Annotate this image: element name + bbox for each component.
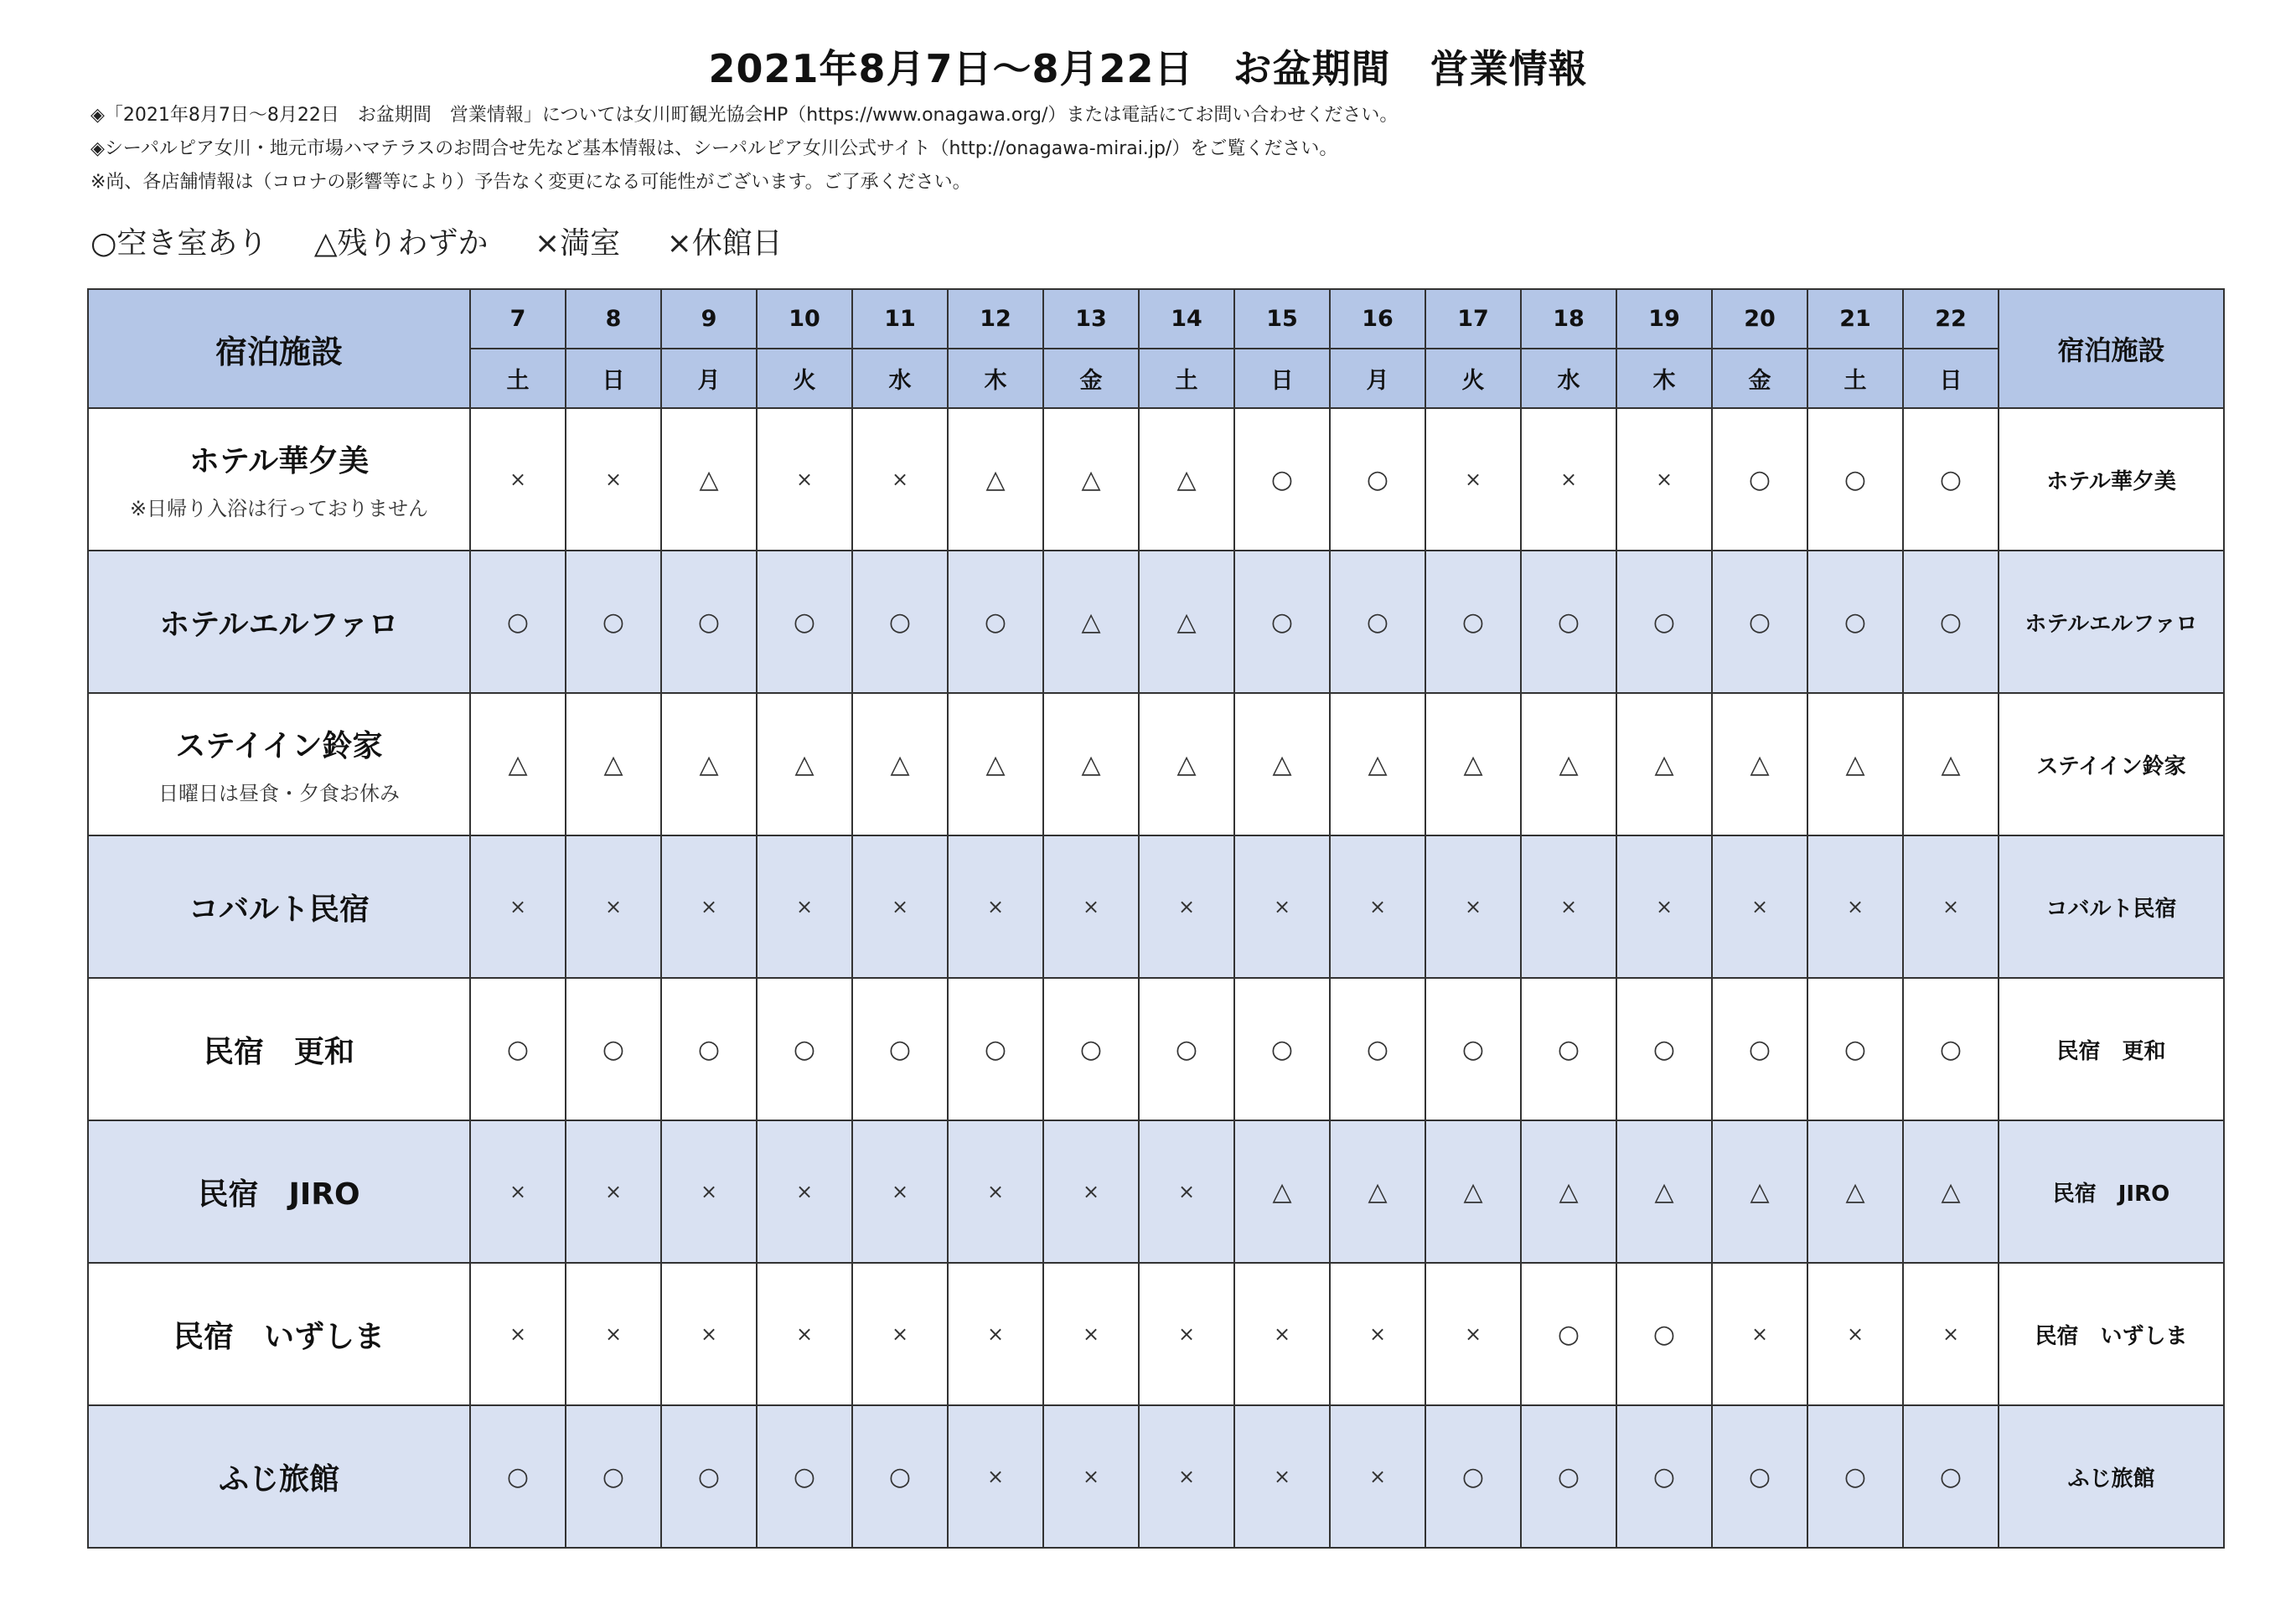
availability-mark: △ <box>1139 408 1234 551</box>
weekday: 月 <box>661 349 757 408</box>
availability-mark: ○ <box>1330 551 1425 693</box>
availability-mark: × <box>1330 1263 1425 1405</box>
day-number: 9 <box>661 289 757 349</box>
facility-name-right: ステイイン鈴家 <box>1999 693 2224 835</box>
availability-mark: × <box>661 835 757 978</box>
availability-mark: × <box>852 1263 948 1405</box>
day-number: 19 <box>1616 289 1712 349</box>
availability-mark: × <box>566 1120 661 1263</box>
availability-mark: × <box>1330 835 1425 978</box>
availability-mark: × <box>470 835 566 978</box>
availability-mark: × <box>1903 835 1999 978</box>
facility-name: コバルト民宿 <box>188 892 370 927</box>
availability-mark: △ <box>1903 693 1999 835</box>
table-row <box>88 408 2224 551</box>
availability-mark: × <box>1043 1120 1139 1263</box>
availability-mark: ○ <box>1807 551 1903 693</box>
availability-mark: ○ <box>1712 551 1807 693</box>
availability-mark: △ <box>1616 1120 1712 1263</box>
weekday: 日 <box>1903 349 1999 408</box>
availability-mark: × <box>1616 408 1712 551</box>
availability-mark: △ <box>1234 1120 1330 1263</box>
availability-mark: × <box>1234 1405 1330 1548</box>
availability-mark: ○ <box>566 551 661 693</box>
availability-mark: ○ <box>1616 551 1712 693</box>
availability-mark: ○ <box>1234 978 1330 1120</box>
availability-mark: × <box>1043 1263 1139 1405</box>
availability-mark: ○ <box>1712 978 1807 1120</box>
availability-mark: × <box>948 1263 1043 1405</box>
facility-name-right: 民宿 JIRO <box>1999 1120 2224 1263</box>
page-title: 2021年8月7日～8月22日 お盆期間 営業情報 <box>708 46 1588 91</box>
header-facility-right: 宿泊施設 <box>1999 289 2224 408</box>
availability-mark: △ <box>1616 693 1712 835</box>
note-line: ◈「2021年8月7日～8月22日 お盆期間 営業情報」については女川町観光協会HP（https://www.onagawa.org/）または電話にてお問い合わせください。 <box>90 105 1399 126</box>
day-number: 16 <box>1330 289 1425 349</box>
availability-mark: × <box>1807 835 1903 978</box>
legend-available: ○空き室あり <box>90 226 268 261</box>
availability-mark: ○ <box>1521 551 1616 693</box>
availability-mark: △ <box>1043 693 1139 835</box>
note-line: ◈シーパルピア女川・地元市場ハマテラスのお問合せ先など基本情報は、シーパルピア女川公式サイト（http://onagawa-mirai.jp/）をご覧ください。 <box>90 138 1338 159</box>
facility-name-cell <box>88 1405 470 1548</box>
availability-mark: × <box>661 1120 757 1263</box>
availability-mark: × <box>1139 1263 1234 1405</box>
legend-closed: ×休館日 <box>666 226 783 261</box>
availability-mark: × <box>1425 835 1521 978</box>
availability-mark: △ <box>757 693 852 835</box>
availability-mark: ○ <box>661 1405 757 1548</box>
availability-mark: × <box>852 1120 948 1263</box>
availability-mark: ○ <box>1330 408 1425 551</box>
table-row <box>88 1263 2224 1405</box>
availability-mark: △ <box>1043 551 1139 693</box>
availability-mark: × <box>1330 1405 1425 1548</box>
availability-mark: ○ <box>1616 1405 1712 1548</box>
table-row <box>88 1120 2224 1263</box>
availability-mark: ○ <box>470 551 566 693</box>
availability-mark: △ <box>1330 1120 1425 1263</box>
availability-mark: ○ <box>1521 978 1616 1120</box>
facility-name: ふじ旅館 <box>218 1461 339 1497</box>
availability-mark: ○ <box>1903 1405 1999 1548</box>
availability-mark: ○ <box>1807 978 1903 1120</box>
availability-mark: △ <box>948 693 1043 835</box>
availability-mark: × <box>566 408 661 551</box>
facility-name: 民宿 いずしま <box>173 1319 385 1354</box>
table-row <box>88 693 2224 835</box>
availability-mark: △ <box>1139 551 1234 693</box>
weekday: 水 <box>1521 349 1616 408</box>
facility-name-cell <box>88 693 470 835</box>
availability-mark: △ <box>852 693 948 835</box>
availability-mark: × <box>1712 835 1807 978</box>
availability-mark: ○ <box>566 1405 661 1548</box>
weekday: 木 <box>1616 349 1712 408</box>
availability-mark: × <box>470 408 566 551</box>
availability-mark: ○ <box>1425 551 1521 693</box>
availability-mark: ○ <box>1712 408 1807 551</box>
availability-mark: ○ <box>661 551 757 693</box>
day-number: 18 <box>1521 289 1616 349</box>
availability-mark: × <box>852 835 948 978</box>
facility-name: 民宿 JIRO <box>198 1177 360 1212</box>
facility-name-right: ホテルエルファロ <box>1999 551 2224 693</box>
availability-mark: × <box>948 1120 1043 1263</box>
availability-mark: × <box>1043 835 1139 978</box>
availability-mark: × <box>1903 1263 1999 1405</box>
availability-mark: ○ <box>1903 408 1999 551</box>
availability-mark: △ <box>1043 408 1139 551</box>
facility-name: ホテル華夕美 <box>189 444 370 478</box>
weekday: 土 <box>1139 349 1234 408</box>
facility-note: ※日帰り入浴は行っておりません <box>129 497 429 520</box>
availability-mark: × <box>852 408 948 551</box>
availability-mark: × <box>1616 835 1712 978</box>
availability-mark: ○ <box>1425 978 1521 1120</box>
weekday: 金 <box>1712 349 1807 408</box>
availability-mark: × <box>1521 408 1616 551</box>
availability-mark: △ <box>661 693 757 835</box>
facility-name-right: 民宿 いずしま <box>1999 1263 2224 1405</box>
availability-mark: △ <box>1807 1120 1903 1263</box>
availability-mark: ○ <box>852 978 948 1120</box>
weekday: 火 <box>1425 349 1521 408</box>
weekday: 月 <box>1330 349 1425 408</box>
facility-name: 民宿 更和 <box>203 1034 354 1069</box>
availability-mark: × <box>948 1405 1043 1548</box>
facility-note: 日曜日は昼食・夕食お休み <box>158 782 400 805</box>
availability-mark: × <box>470 1120 566 1263</box>
day-number: 21 <box>1807 289 1903 349</box>
table-body <box>88 408 2224 1548</box>
availability-mark: ○ <box>1425 1405 1521 1548</box>
header-facility: 宿泊施設 <box>88 289 470 408</box>
day-number: 17 <box>1425 289 1521 349</box>
availability-mark: △ <box>1521 693 1616 835</box>
availability-mark: ○ <box>470 978 566 1120</box>
day-number: 22 <box>1903 289 1999 349</box>
availability-mark: × <box>948 835 1043 978</box>
availability-mark: ○ <box>852 1405 948 1548</box>
availability-mark: × <box>470 1263 566 1405</box>
availability-mark: × <box>1807 1263 1903 1405</box>
availability-mark: ○ <box>1521 1405 1616 1548</box>
day-number: 15 <box>1234 289 1330 349</box>
availability-mark: × <box>1521 835 1616 978</box>
availability-mark: × <box>1043 1405 1139 1548</box>
facility-name-cell <box>88 978 470 1120</box>
day-number: 12 <box>948 289 1043 349</box>
availability-mark: ○ <box>1616 1263 1712 1405</box>
availability-table <box>87 288 2225 1549</box>
availability-mark: ○ <box>1903 551 1999 693</box>
availability-mark: × <box>757 408 852 551</box>
availability-mark: ○ <box>661 978 757 1120</box>
notes <box>90 99 1398 199</box>
weekday: 金 <box>1043 349 1139 408</box>
weekday: 火 <box>757 349 852 408</box>
table-row <box>88 1405 2224 1548</box>
facility-name-cell <box>88 408 470 551</box>
weekday: 木 <box>948 349 1043 408</box>
header-day-row <box>88 289 2224 349</box>
day-number: 13 <box>1043 289 1139 349</box>
availability-mark: × <box>757 835 852 978</box>
day-number: 11 <box>852 289 948 349</box>
table-row <box>88 551 2224 693</box>
availability-mark: △ <box>948 408 1043 551</box>
facility-name: ホテルエルファロ <box>159 607 399 642</box>
availability-mark: ○ <box>1330 978 1425 1120</box>
availability-mark: ○ <box>1807 1405 1903 1548</box>
legend-full: ×満室 <box>535 226 621 261</box>
facility-name-right: ホテル華夕美 <box>1999 408 2224 551</box>
availability-mark: × <box>1139 1405 1234 1548</box>
availability-mark: × <box>1425 1263 1521 1405</box>
availability-mark: ○ <box>1234 408 1330 551</box>
legend-few-left: △残りわずか <box>313 226 489 261</box>
availability-mark: △ <box>1712 693 1807 835</box>
availability-mark: ○ <box>1234 551 1330 693</box>
availability-mark: ○ <box>1521 1263 1616 1405</box>
availability-mark: ○ <box>757 978 852 1120</box>
day-number: 8 <box>566 289 661 349</box>
availability-mark: × <box>661 1263 757 1405</box>
availability-mark: × <box>757 1263 852 1405</box>
availability-mark: ○ <box>757 551 852 693</box>
availability-mark: × <box>1234 1263 1330 1405</box>
day-number: 14 <box>1139 289 1234 349</box>
availability-mark: ○ <box>1139 978 1234 1120</box>
availability-mark: ○ <box>757 1405 852 1548</box>
facility-name-right: ふじ旅館 <box>1999 1405 2224 1548</box>
facility-name-cell <box>88 835 470 978</box>
availability-mark: △ <box>470 693 566 835</box>
facility-name-right: コバルト民宿 <box>1999 835 2224 978</box>
availability-mark: ○ <box>1712 1405 1807 1548</box>
availability-mark: ○ <box>948 551 1043 693</box>
availability-mark: ○ <box>1043 978 1139 1120</box>
availability-mark: △ <box>1425 1120 1521 1263</box>
weekday: 土 <box>470 349 566 408</box>
facility-name-cell <box>88 1263 470 1405</box>
availability-mark: △ <box>661 408 757 551</box>
day-number: 10 <box>757 289 852 349</box>
table-row <box>88 978 2224 1120</box>
availability-mark: △ <box>1903 1120 1999 1263</box>
availability-mark: × <box>566 1263 661 1405</box>
facility-name: ステイイン鈴家 <box>175 729 383 763</box>
availability-mark: ○ <box>1807 408 1903 551</box>
weekday: 日 <box>1234 349 1330 408</box>
availability-mark: ○ <box>948 978 1043 1120</box>
availability-mark: ○ <box>566 978 661 1120</box>
availability-mark: × <box>1139 835 1234 978</box>
weekday: 土 <box>1807 349 1903 408</box>
availability-mark: ○ <box>470 1405 566 1548</box>
availability-mark: × <box>1712 1263 1807 1405</box>
availability-mark: × <box>1139 1120 1234 1263</box>
availability-mark: △ <box>1139 693 1234 835</box>
availability-mark: △ <box>566 693 661 835</box>
availability-mark: ○ <box>1616 978 1712 1120</box>
day-number: 7 <box>470 289 566 349</box>
weekday: 日 <box>566 349 661 408</box>
legend <box>90 220 820 262</box>
facility-name-cell <box>88 551 470 693</box>
availability-mark: △ <box>1521 1120 1616 1263</box>
availability-mark: △ <box>1330 693 1425 835</box>
facility-name-right: 民宿 更和 <box>1999 978 2224 1120</box>
note-line: ※尚、各店舗情報は（コロナの影響等により）予告なく変更になる可能性がございます。ご了承ください。 <box>90 172 971 193</box>
availability-mark: × <box>757 1120 852 1263</box>
availability-mark: △ <box>1234 693 1330 835</box>
availability-mark: △ <box>1712 1120 1807 1263</box>
facility-name-cell <box>88 1120 470 1263</box>
availability-mark: △ <box>1425 693 1521 835</box>
availability-mark: ○ <box>1903 978 1999 1120</box>
availability-mark: × <box>566 835 661 978</box>
weekday: 水 <box>852 349 948 408</box>
availability-mark: × <box>1425 408 1521 551</box>
availability-mark: ○ <box>852 551 948 693</box>
day-number: 20 <box>1712 289 1807 349</box>
table-row <box>88 835 2224 978</box>
availability-mark: △ <box>1807 693 1903 835</box>
availability-mark: × <box>1234 835 1330 978</box>
